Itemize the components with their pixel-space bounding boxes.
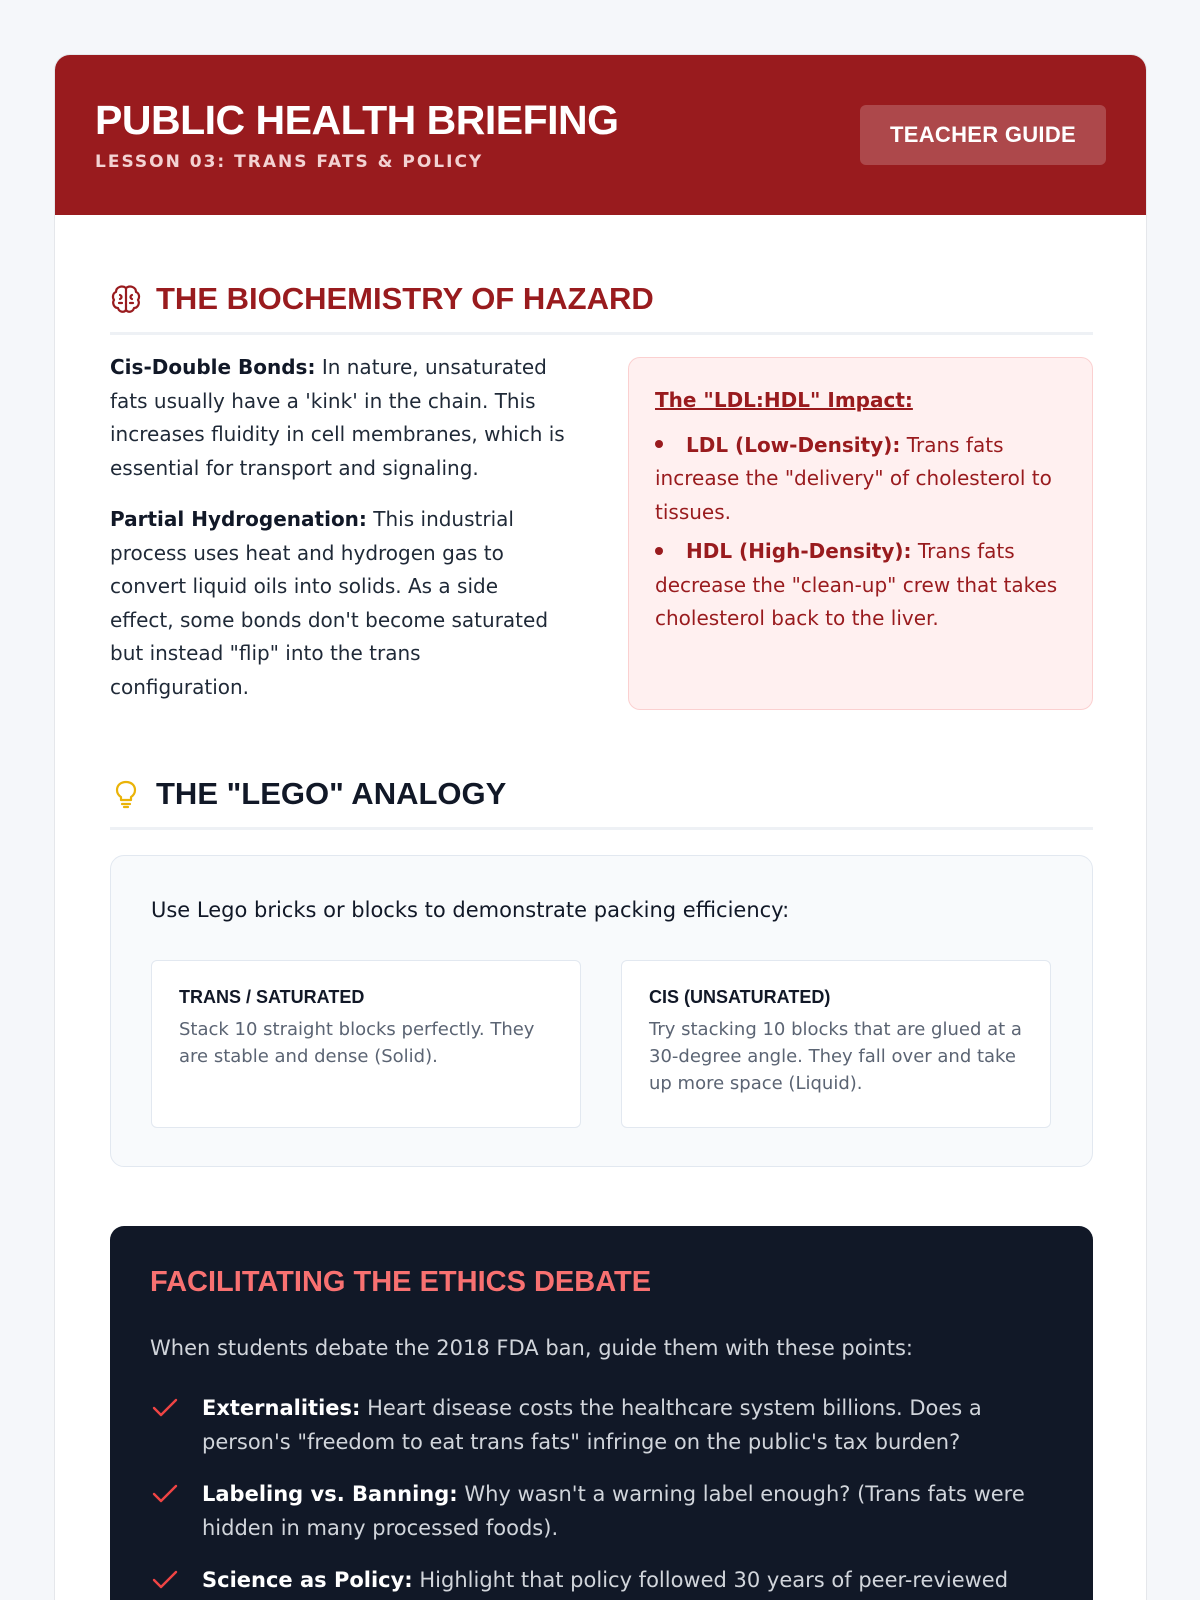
lego-card-trans — [151, 960, 581, 1128]
ldl-term: LDL (Low-Density): — [686, 432, 901, 457]
debate-point-term: Science as Policy: — [202, 1568, 413, 1592]
bullet-icon — [655, 547, 663, 555]
check-icon — [150, 1393, 180, 1423]
bullet-icon — [655, 440, 663, 448]
biochem-section-header — [110, 265, 1093, 335]
debate-point-term: Labeling vs. Banning: — [202, 1482, 458, 1506]
lego-card-body: Try stacking 10 blocks that are glued at a 30-degree angle. They fall over and take up more space (Liquid). — [649, 1019, 1022, 1094]
lego-card-cis — [621, 960, 1051, 1128]
debate-point-body: Heart disease costs the healthcare system billions. Does a person's "freedom to eat trans fats" infringe on the public's tax burden? — [202, 1396, 982, 1454]
page-title: PUBLIC HEALTH BRIEFING — [95, 97, 619, 143]
ldl-hdl-impact-box — [628, 357, 1093, 710]
debate-point-body: Highlight that policy followed 30 years of peer-reviewed — [412, 1568, 1009, 1592]
biochem-heading: THE BIOCHEMISTRY OF HAZARD — [156, 280, 654, 316]
teacher-guide-button[interactable]: TEACHER GUIDE — [860, 105, 1106, 165]
impact-title: The "LDL:HDL" Impact: — [655, 388, 913, 412]
debate-point — [150, 1477, 1060, 1545]
cis-text: In nature, unsaturated fats usually have a 'kink' in the chain. This increases fluidity in cell membranes, which is essential for transport and signaling. — [110, 355, 565, 480]
cis-term: Cis-Double Bonds: — [110, 355, 316, 379]
lego-card-title: CIS (UNSATURATED) — [649, 987, 831, 1007]
impact-item-hdl — [655, 535, 1066, 636]
cis-paragraph — [110, 351, 565, 485]
lego-card-body: Stack 10 straight blocks perfectly. They are stable and dense (Solid). — [179, 1019, 535, 1067]
lesson-subtitle: LESSON 03: TRANS FATS & POLICY — [95, 152, 484, 172]
check-icon — [150, 1565, 180, 1595]
lightbulb-icon — [110, 778, 142, 810]
hydrogenation-paragraph — [110, 503, 565, 704]
debate-point — [150, 1563, 1060, 1597]
ethics-debate-panel — [110, 1226, 1093, 1600]
briefing-card — [54, 54, 1147, 1600]
lego-card-title: TRANS / SATURATED — [179, 987, 365, 1007]
hydrogenation-text: This industrial process uses heat and hydrogen gas to convert liquid oils into solids. As a side effect, some bonds don't become saturated but instead "flip" into the trans configuration. — [110, 507, 549, 699]
hydrogenation-term: Partial Hydrogenation: — [110, 507, 367, 531]
debate-point-text — [202, 1391, 1060, 1459]
lego-intro: Use Lego bricks or blocks to demonstrate packing efficiency: — [151, 898, 790, 922]
hdl-text: Trans fats decrease the "clean-up" crew that takes cholesterol back to the liver. — [655, 539, 1058, 630]
debate-point-text — [202, 1477, 1060, 1545]
debate-intro: When students debate the 2018 FDA ban, guide them with these points: — [150, 1336, 913, 1360]
debate-point-term: Externalities: — [202, 1396, 361, 1420]
header-banner — [55, 55, 1146, 215]
debate-point-body: Why wasn't a warning label enough? (Trans fats were hidden in many processed foods). — [202, 1482, 1025, 1540]
debate-point-text — [202, 1563, 1008, 1597]
hdl-term: HDL (High-Density): — [686, 539, 912, 563]
brain-icon — [110, 283, 142, 315]
impact-list — [655, 429, 1066, 636]
lego-activity-box — [110, 855, 1093, 1167]
lego-section-header — [110, 760, 1093, 830]
impact-item-ldl — [655, 429, 1066, 530]
check-icon — [150, 1479, 180, 1509]
ldl-text: Trans fats increase the "delivery" of cholesterol to tissues. — [655, 432, 1052, 524]
debate-points — [150, 1391, 1060, 1600]
biochem-text — [110, 351, 565, 722]
debate-point — [150, 1391, 1060, 1459]
lego-heading: THE "LEGO" ANALOGY — [156, 775, 507, 811]
debate-heading: FACILITATING THE ETHICS DEBATE — [150, 1266, 652, 1298]
